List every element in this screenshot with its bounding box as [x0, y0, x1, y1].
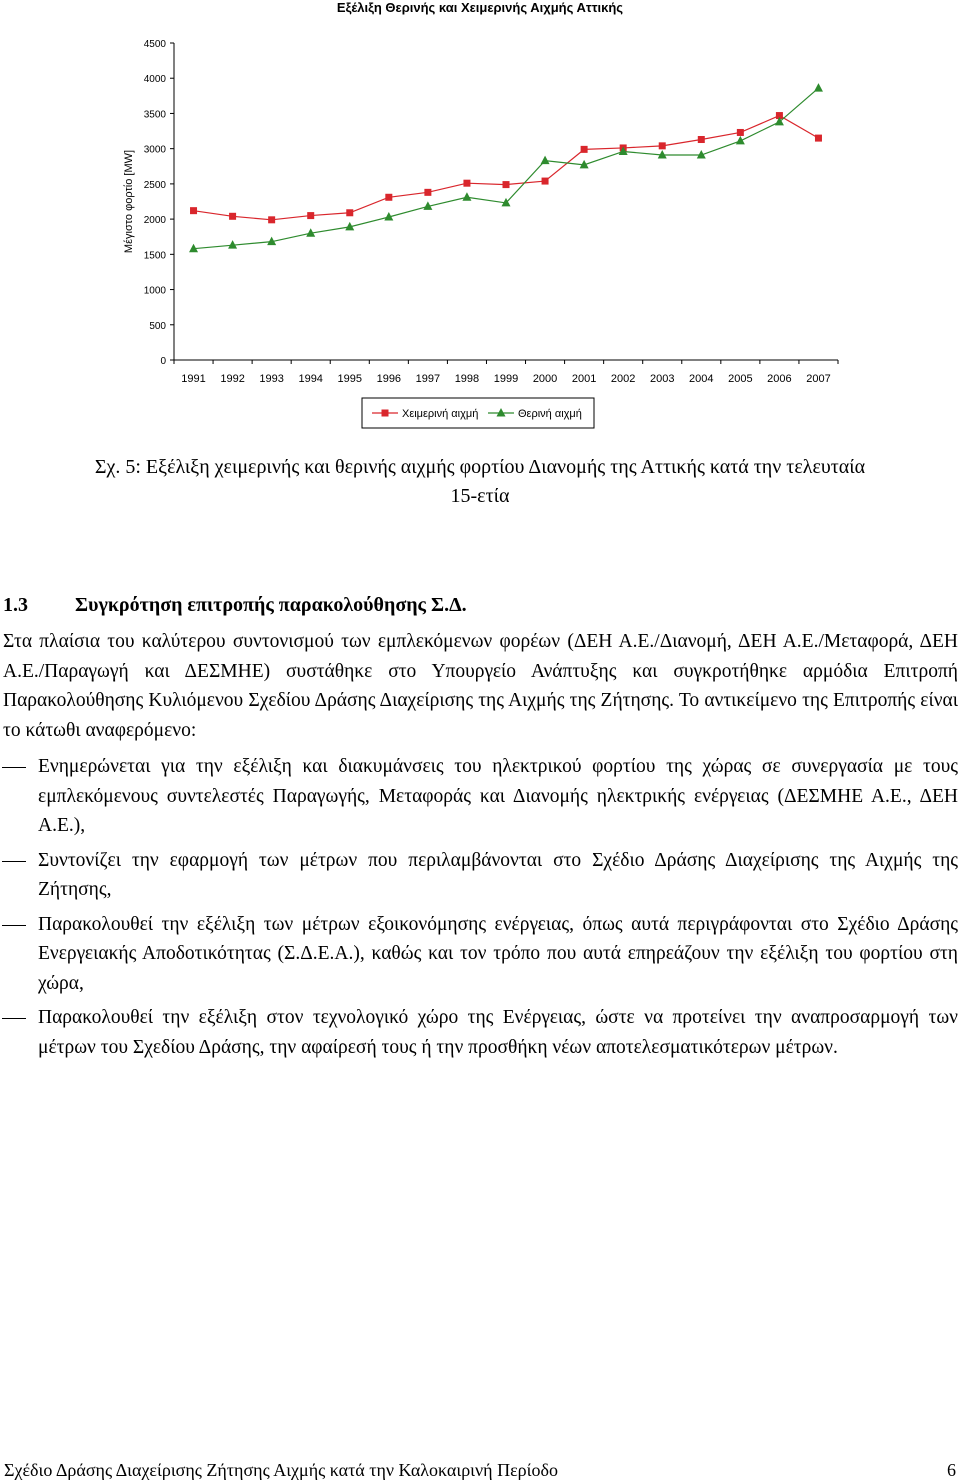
- x-tick-label: 1993: [259, 373, 284, 385]
- list-item: [0, 910, 960, 999]
- data-point-winter: [346, 209, 353, 216]
- list-item: [0, 752, 960, 841]
- section-heading: [3, 592, 467, 618]
- list-item-text: Παρακολουθεί την εξέλιξη των μέτρων εξοικονόμησης ενέργειας, όπως αυτά περιγράφονται στο Σχέδιο Δράσης Ενεργειακής Αποδοτικότητας (Σ.Δ.Ε.Α.), καθώς και τον τρόπο που αυτά επηρεάζουν την εξέλιξη του φορτίου στη χώρα,: [38, 913, 958, 994]
- x-tick-label: 2001: [571, 373, 597, 385]
- data-point-summer: [736, 136, 745, 145]
- y-tick-label: 2500: [143, 179, 166, 191]
- x-tick-label: 2002: [610, 373, 636, 385]
- data-point-winter: [463, 180, 470, 187]
- x-tick-label: 1994: [298, 373, 323, 385]
- x-tick-label: 1992: [220, 373, 245, 385]
- x-tick-label: 1997: [415, 373, 441, 385]
- data-point-summer: [541, 156, 550, 165]
- x-tick-label: 1996: [376, 373, 402, 385]
- section-title: Συγκρότηση επιτροπής παρακολούθησης Σ.Δ.: [75, 594, 467, 616]
- data-point-winter: [229, 213, 236, 220]
- y-tick-label: 4000: [143, 74, 166, 86]
- data-point-winter: [503, 181, 510, 188]
- x-tick-label: 2004: [689, 373, 714, 385]
- data-point-winter: [659, 142, 666, 149]
- section-number: 1.3: [3, 594, 28, 616]
- x-tick-label: 2007: [806, 373, 831, 385]
- y-tick-label: 3000: [143, 144, 166, 156]
- x-tick-label: 2006: [767, 373, 792, 385]
- legend-label-summer: Θερινή αιχμή: [518, 408, 582, 420]
- data-point-winter: [737, 129, 744, 136]
- data-point-winter: [815, 135, 822, 142]
- data-point-winter: [268, 216, 275, 223]
- y-tick-label: 500: [149, 320, 166, 332]
- y-tick-label: 2000: [143, 215, 166, 227]
- y-tick-label: 1500: [143, 250, 166, 262]
- data-point-winter: [307, 212, 314, 219]
- x-tick-label: 2005: [728, 373, 753, 385]
- y-tick-label: 0: [160, 356, 166, 367]
- header-title: Εξέλιξη Θερινής και Χειμερινής Αιχμής Αττικής: [336, 0, 624, 15]
- data-point-winter: [190, 207, 197, 214]
- footer-text: Σχέδιο Δράσης Διαχείρισης Ζήτησης Αιχμής κατά την Καλοκαιρινή Περίοδο: [4, 1460, 558, 1480]
- data-point-winter: [385, 194, 392, 201]
- page-number: 6: [947, 1460, 956, 1480]
- intro-paragraph: Στα πλαίσια του καλύτερου συντονισμού των εμπλεκόμενων φορέων (ΔΕΗ Α.Ε./Διανομή, ΔΕΗ Α.Ε./Μεταφορά, ΔΕΗ Α.Ε./Παραγωγή και ΔΕΣΜΗΕ) συστάθηκε στο Υπουργείο Ανάπτυξης και συγκροτήθηκε αρμόδια Επιτροπή Παρακολούθησης Κυλιόμενου Σχεδίου Δράσης Διαχείρισης της Αιχμής της Ζήτησης. Το αντικείμενο της Επιτροπής είναι το κάτωθι αναφερόμενο:: [3, 631, 958, 741]
- x-tick-label: 1999: [493, 373, 519, 385]
- legend-marker-winter: [382, 410, 389, 417]
- data-point-winter: [542, 178, 549, 185]
- data-point-summer: [462, 192, 471, 201]
- x-tick-label: 1995: [337, 373, 363, 385]
- y-tick-label: 3500: [143, 109, 166, 121]
- data-point-winter: [424, 189, 431, 196]
- figure-caption-line-2: 15-ετία: [450, 485, 510, 507]
- list-item-text: Ενημερώνεται για την εξέλιξη και διακυμάνσεις του ηλεκτρικού φορτίου της χώρας σε συνεργασία με τους εμπλεκόμενους συντελεστές Παραγωγής, Μεταφοράς και Διανομής ηλεκτρικής ενέργειας (ΔΕΣΜΗΕ Α.Ε., ΔΕΗ Α.Ε.),: [38, 756, 958, 836]
- list-item-text: Παρακολουθεί την εξέλιξη στον τεχνολογικό χώρο της Ενέργειας, ώστε να προτείνει την αναπροσαρμογή των μέτρων του Σχεδίου Δράσης, την αφαίρεσή τους ή την προσθήκη νέων αποτελεσματικότερων μέτρων.: [38, 1007, 958, 1058]
- data-point-summer: [814, 83, 823, 92]
- x-tick-label: 2003: [649, 373, 675, 385]
- figure-caption-line-1: Σχ. 5: Εξέλιξη χειμερινής και θερινής αιχμής φορτίου Διανομής της Αττικής κατά την τελευταία: [94, 456, 866, 478]
- page-footer: [4, 1459, 956, 1481]
- x-tick-label: 2000: [532, 373, 558, 385]
- y-axis-label: Μέγιστο φορτίο [MW]: [123, 149, 135, 254]
- data-point-winter: [581, 146, 588, 153]
- legend-label-winter: Χειμερινή αιχμή: [402, 408, 479, 420]
- list-item-text: Συντονίζει την εφαρμογή των μέτρων που περιλαμβάνονται στο Σχέδιο Δράσης Διαχείρισης της Αιχμής της Ζήτησης,: [38, 849, 958, 900]
- y-tick-label: 4500: [143, 39, 166, 50]
- page-header: [0, 0, 960, 15]
- data-point-winter: [698, 136, 705, 143]
- responsibilities-list: [0, 752, 960, 1067]
- y-tick-label: 1000: [143, 285, 166, 297]
- chart-svg: [110, 30, 850, 430]
- peak-load-chart: [110, 30, 850, 430]
- list-item: [0, 846, 960, 905]
- list-item: [0, 1003, 960, 1062]
- x-tick-label: 1991: [181, 373, 206, 385]
- series-line-summer: [194, 88, 819, 249]
- x-tick-label: 1998: [454, 373, 480, 385]
